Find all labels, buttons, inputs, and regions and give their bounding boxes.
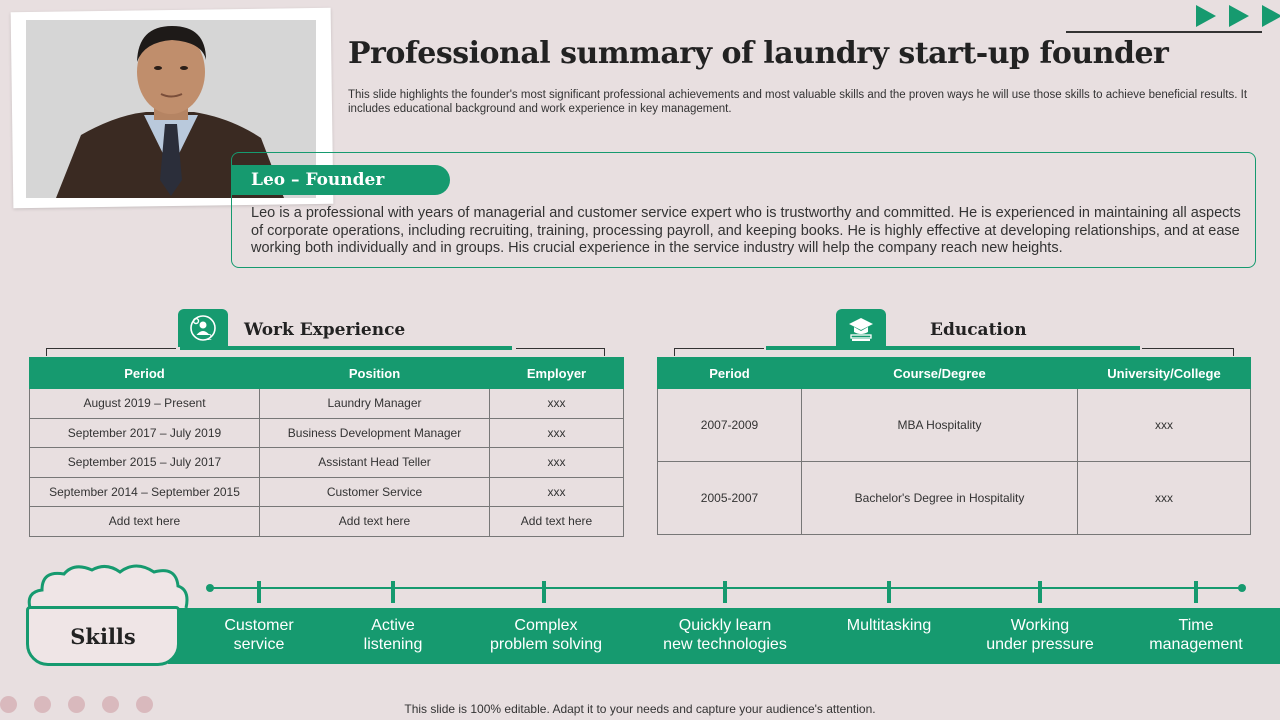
- footer-note: This slide is 100% editable. Adapt it to your needs and capture your audience's attention.: [404, 702, 876, 716]
- table-row: [30, 507, 624, 537]
- bracket-left: [46, 348, 176, 356]
- bracket-left: [674, 348, 764, 356]
- table-row: [30, 389, 624, 419]
- svg-text:2: 2: [207, 333, 213, 342]
- table-cell: xxx: [490, 448, 624, 478]
- table-cell: xxx: [490, 389, 624, 419]
- education-bar: [766, 346, 1140, 350]
- graduation-cap-icon: [836, 309, 886, 347]
- work-experience-table: [29, 357, 624, 537]
- table-row: [658, 462, 1251, 535]
- skill-item: Multitasking: [846, 617, 932, 634]
- table-cell: September 2015 – July 2017: [30, 448, 260, 478]
- skill-item: Active listening: [363, 617, 423, 653]
- skill-item: Quickly learn new technologies: [663, 617, 787, 653]
- page-subtitle: This slide highlights the founder's most significant professional achievements and most valuable skills and the proven ways he will use those skills to achieve beneficial results. It includes educational background and work experience in key management.: [348, 89, 1248, 115]
- timeline-tick: [1038, 581, 1042, 603]
- table-cell: Laundry Manager: [260, 389, 490, 419]
- bracket-right: [1142, 348, 1234, 356]
- education-table: [657, 357, 1251, 535]
- table-cell: Business Development Manager: [260, 418, 490, 448]
- column-header: Employer: [490, 358, 624, 389]
- column-header: University/College: [1078, 358, 1251, 389]
- table-cell: xxx: [490, 418, 624, 448]
- table-row: [30, 448, 624, 478]
- top-accent-line: [1066, 31, 1262, 33]
- table-cell: Add text here: [30, 507, 260, 537]
- table-cell: Customer Service: [260, 477, 490, 507]
- table-cell: xxx: [490, 477, 624, 507]
- table-cell: September 2014 – September 2015: [30, 477, 260, 507]
- table-cell: Add text here: [260, 507, 490, 537]
- table-cell: Bachelor's Degree in Hospitality: [802, 462, 1078, 535]
- table-row: [658, 389, 1251, 462]
- table-cell: 2007-2009: [658, 389, 802, 462]
- column-header: Position: [260, 358, 490, 389]
- skill-item: Time management: [1149, 617, 1243, 653]
- skill-item: Customer service: [224, 617, 294, 653]
- timeline-start-dot: [206, 584, 214, 592]
- table-cell: September 2017 – July 2019: [30, 418, 260, 448]
- table-cell: Add text here: [490, 507, 624, 537]
- table-cell: xxx: [1078, 389, 1251, 462]
- column-header: Period: [30, 358, 260, 389]
- education-title: Education: [930, 320, 1027, 340]
- table-row: [30, 477, 624, 507]
- skill-item: Working under pressure: [986, 617, 1094, 653]
- skills-label: Skills: [26, 606, 180, 666]
- table-cell: August 2019 – Present: [30, 389, 260, 419]
- work-experience-icon: [178, 309, 228, 347]
- column-header: Course/Degree: [802, 358, 1078, 389]
- timeline-end-dot: [1238, 584, 1246, 592]
- founder-name-tag: Leo – Founder: [232, 165, 450, 195]
- timeline-tick: [542, 581, 546, 603]
- work-experience-bar: [180, 346, 512, 350]
- cloud-icon: [26, 562, 190, 612]
- table-cell: xxx: [1078, 462, 1251, 535]
- column-header: Period: [658, 358, 802, 389]
- timeline-tick: [723, 581, 727, 603]
- work-experience-title: Work Experience: [244, 320, 406, 340]
- founder-description: Leo is a professional with years of managerial and customer service expert who is trustworthy and committed. He is experienced in maintaining all aspects of corporate operations, including recruiting, training, processing payroll, and keeping books. He is highly effective at developing relationships, and at ease working both individually and in groups. His crucial experience in the service industry will help the company reach new heights.: [251, 205, 1241, 256]
- table-row: [30, 418, 624, 448]
- timeline-tick: [887, 581, 891, 603]
- table-cell: 2005-2007: [658, 462, 802, 535]
- timeline-tick: [391, 581, 395, 603]
- table-cell: Assistant Head Teller: [260, 448, 490, 478]
- bracket-right: [516, 348, 605, 356]
- play-arrow-icon: [1262, 5, 1280, 27]
- play-arrow-icon: [1196, 5, 1216, 27]
- play-arrow-icon: [1229, 5, 1249, 27]
- table-cell: MBA Hospitality: [802, 389, 1078, 462]
- timeline-tick: [257, 581, 261, 603]
- timeline-tick: [1194, 581, 1198, 603]
- skill-item: Complex problem solving: [489, 617, 603, 653]
- page-title: Professional summary of laundry start-up founder: [348, 36, 1169, 71]
